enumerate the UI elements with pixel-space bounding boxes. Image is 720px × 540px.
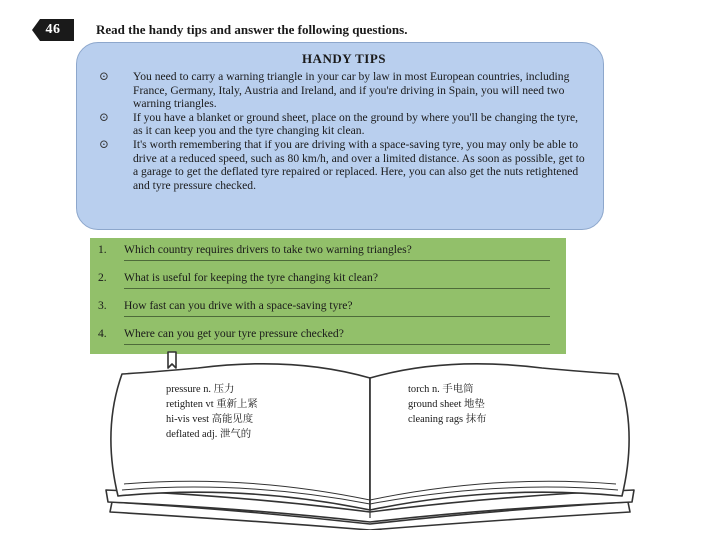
question-number: 3. <box>98 299 107 312</box>
question-text: What is useful for keeping the tyre changing kit clean? <box>124 271 379 284</box>
answer-line[interactable] <box>124 260 550 261</box>
question-row <box>98 241 558 269</box>
vocab-list-left <box>166 382 258 442</box>
vocab-entry: retighten vt 重新上紧 <box>166 399 258 410</box>
vocab-entry: cleaning rags 抹布 <box>408 414 487 425</box>
vocab-entry: deflated adj. 泄气的 <box>166 429 252 440</box>
exercise-number-badge <box>28 16 78 44</box>
handy-tips-box <box>76 42 604 230</box>
bullet-icon: ⊙ <box>99 109 110 124</box>
question-text: Where can you get your tyre pressure checked? <box>124 327 344 340</box>
question-row <box>98 297 558 325</box>
question-text: Which country requires drivers to take two warning triangles? <box>124 243 412 256</box>
instruction-text: Read the handy tips and answer the following questions. <box>96 22 408 37</box>
bullet-icon: ⊙ <box>99 136 110 151</box>
tip-text: If you have a blanket or ground sheet, place on the ground by where you'll be changing the tyre, as it can keep you and the tyre changing kit clean. <box>133 110 579 138</box>
question-row <box>98 325 558 353</box>
vocab-list-right <box>408 382 486 427</box>
answer-line[interactable] <box>124 344 550 345</box>
vocab-entry: ground sheet 地垫 <box>408 399 485 410</box>
question-text: How fast can you drive with a space-saving tyre? <box>124 299 353 312</box>
questions-panel <box>90 238 566 354</box>
question-number: 4. <box>98 327 107 340</box>
handy-tips-title: HANDY TIPS <box>301 51 387 66</box>
question-number: 1. <box>98 243 107 256</box>
vocab-entry: pressure n. 压力 <box>166 384 235 395</box>
answer-line[interactable] <box>124 316 550 317</box>
exercise-number: 46 <box>45 22 61 37</box>
question-row <box>98 269 558 297</box>
tip-text: It's worth remembering that if you are driving with a space-saving tyre, you may only be able to drive at a reduced speed, such as 80 km/h, and over a limited distance. As soon as possible, get to a garage to get the deflated tyre repaired or replaced. Here, you can also get the nuts retightened and tyre pressure checked. <box>133 137 585 192</box>
open-book-illustration <box>94 350 646 530</box>
answer-line[interactable] <box>124 288 550 289</box>
vocab-entry: hi-vis vest 高能见度 <box>166 414 254 425</box>
vocab-entry: torch n. 手电筒 <box>408 384 474 395</box>
tip-item <box>99 70 589 111</box>
bullet-icon: ⊙ <box>99 69 110 83</box>
tip-item <box>99 111 589 138</box>
question-number: 2. <box>98 271 107 284</box>
tip-item <box>99 138 589 192</box>
tip-text: You need to carry a warning triangle in your car by law in most European countries, including France, Germany, Italy, Austria and Ireland, and if you're driving in Spain, you will need two warning triangles. <box>133 70 570 111</box>
